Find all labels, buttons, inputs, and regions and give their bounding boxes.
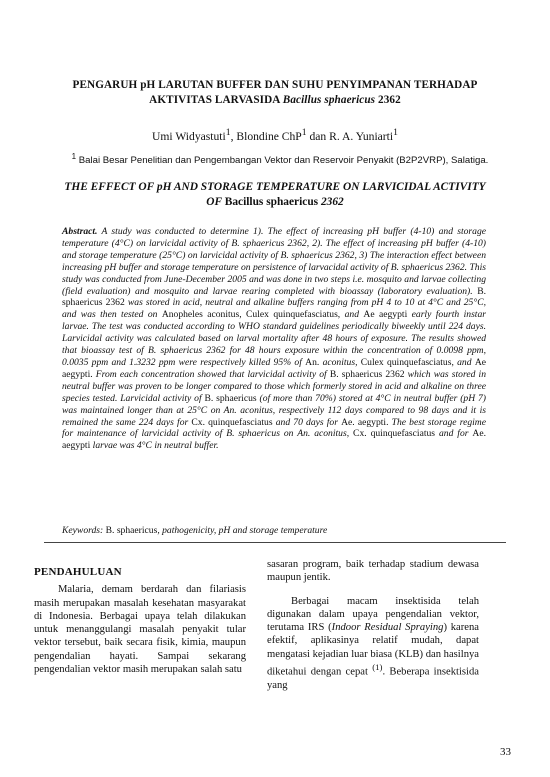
intro-p2-part-c: . Beberapa insektisida yang [267,666,479,691]
title-indonesian-line2-prefix: AKTIVITAS LARVASIDA [149,94,280,106]
author-2: , Blondine ChP [230,129,302,143]
abstract-species-sp1: Anopheles aconitus, Culex quinquefasciatus, [161,309,341,321]
abstract-species-sp6: Cx. quinquefasciatus [191,416,273,428]
abstract-species-sp3: An. [305,356,320,368]
body-left-column [34,566,246,676]
keywords [62,525,486,536]
section-heading: PENDAHULUAN [34,566,122,578]
title-english-line1: THE EFFECT OF pH AND STORAGE TEMPERATURE ON LARVICIDAL ACTIVITY [64,181,486,193]
title-english-species: Bacillus sphaericus [224,196,319,208]
abstract-species-bs2: B. sphaericus 2362 [329,368,405,380]
keywords-colon: : [100,525,106,536]
keywords-label: Keywords [62,525,101,536]
abstract-seg12: and for [435,428,473,440]
abstract-species-bs3: B. sphaericus [204,392,257,404]
abstract-seg1: A study was conducted to determine 1). The effect of increasing pH buffer (4-10) and storage temperature (4°C) on larvicidal activity of B. sphaericus 2362, 2). The effect of increasing pH buffer (4-10) and storage temperature (25°C) on larvicidal activity of B. sphaericus 2362, 3) The interaction effect between increasing pH buffer and storage temperature on persistence of larvacidal activity of B. sphaericus 2362. This study was conducted from June-December 2005 and was done in two steps i.e. mosquito and larvae collecting (field evaluation) and mosquito and larvae rearing completed with bioassay (laboratory evaluation). [62,226,486,297]
keywords-species: B. sphaericus [105,525,158,536]
author-3: dan R. A. Yuniarti [306,129,394,143]
abstract-label: Abstract. [62,226,98,237]
abstract-seg13: larvae was 4°C in neutral buffer. [90,440,219,452]
abstract-species-sp2: Ae aegypti [363,309,408,321]
abstract-species-sp7: Ae. aegypti. [341,416,389,428]
title-english-line2-prefix: OF [206,196,222,208]
abstract-seg6: and [453,356,475,368]
abstract-seg4: early fourth instar larvae. The test was conducted according to WHO standard guidelines periodically biweekly until 224 days. Larvicidal activity was calculated based on larval mortality after 48 hours of exposure. The results showed that bioassay test of B. sphaericus 2362 for 48 hours exposure within the concentration of 0.0098 ppm, 0.0035 ppm and 1.3232 ppm were respectively killed 95% of [62,309,486,368]
abstract-seg3: and [340,309,364,321]
abstract-seg5: aconitus, [319,356,361,368]
abstract-seg11: The best storage regime for maintenance of larvicidal activity of B. sphaericus on An. aconitus, [62,416,486,440]
abstract-species-sp5: Ae aegypti. [62,356,486,380]
abstract-species-sp4: Culex quinquefasciatus, [360,356,454,368]
intro-p2-part-b: ) karena efektif, aplikasinya relatif mudah, dapat mengatasi kejadian luar biasa (KLB) dan hasilnya diketahui dengan cepat [267,622,479,678]
page-number: 33 [500,746,511,758]
author-2-affil: 1 [301,127,307,138]
title-english [20,180,530,210]
intro-p2-part-a: Berbagai macam insektisida telah digunakan dalam upaya pengendalian vektor, terutama IRS ( [267,595,479,634]
abstract-seg10: and 70 days for [272,416,342,428]
title-indonesian-line2-suffix: 2362 [378,94,401,106]
body-right-column [267,558,479,692]
abstract-species-sp9: Ae. aegypti [62,428,486,452]
title-english-line2 [20,195,530,210]
affiliation-text: Balai Besar Penelitian dan Pengembangan Vektor dan Reservoir Penyakit (B2P2VRP), Salatiga. [76,155,489,167]
abstract-seg2: was stored in acid, neutral and alkaline buffers ranging from pH 4 to 10 at 4°C and 25°C, and was then tested on [62,297,486,321]
author-3-affil: 1 [393,127,398,138]
intro-paragraph-2 [267,595,479,693]
title-indonesian-line2 [30,93,520,108]
intro-paragraph-continued: sasaran program, baik terhadap stadium dewasa maupun jentik. [267,559,479,584]
author-list [30,127,520,143]
author-1-affil: 1 [225,127,231,138]
affiliation-marker: 1 [71,152,77,161]
abstract [62,226,486,452]
author-1: Umi Widyastuti [152,129,226,143]
abstract-species-sp8: Cx. quinquefasciatus [353,428,436,440]
irs-term: Indoor Residual Spraying [331,622,444,634]
title-indonesian [30,78,520,108]
abstract-seg7: From each concentration showed that larvicidal activity of [92,368,330,380]
title-indonesian-species: Bacillus sphaericus [282,94,376,106]
abstract-seg9: (of more than 70%) stored at 4°C in neutral buffer (pH 7) was maintained longer than at 25°C on An. aconitus, respectively 112 days compared to 98 days and it is remained the same 224 days for [62,392,486,428]
title-indonesian-line1: PENGARUH pH LARUTAN BUFFER DAN SUHU PENYIMPANAN TERHADAP [72,79,478,91]
abstract-species-bs1: B. sphaericus 2362 [62,285,486,309]
citation-ref: (1) [372,662,383,673]
affiliation [40,152,520,166]
keywords-rest: , pathogenicity, pH and storage temperature [157,525,328,536]
abstract-seg8: which was stored in neutral buffer was proven to be longer compared to those which formerly stored in acid and alkaline on three species tested. Larvicidal activity of [62,368,486,404]
title-english-line2-suffix: 2362 [320,196,344,208]
intro-paragraph-1: Malaria, demam berdarah dan filariasis masih merupakan masalah kesehatan masyarakat di Indonesia. Berbagai upaya telah dilakukan untuk menanggulangi masalah penyakit tular vektor tersebut, baik secara fisik, kimia, maupun pengendalian hayati. Sampai sekarang pengendalian vektor masih merupakan salah satu [34,584,246,676]
section-divider [44,542,506,543]
